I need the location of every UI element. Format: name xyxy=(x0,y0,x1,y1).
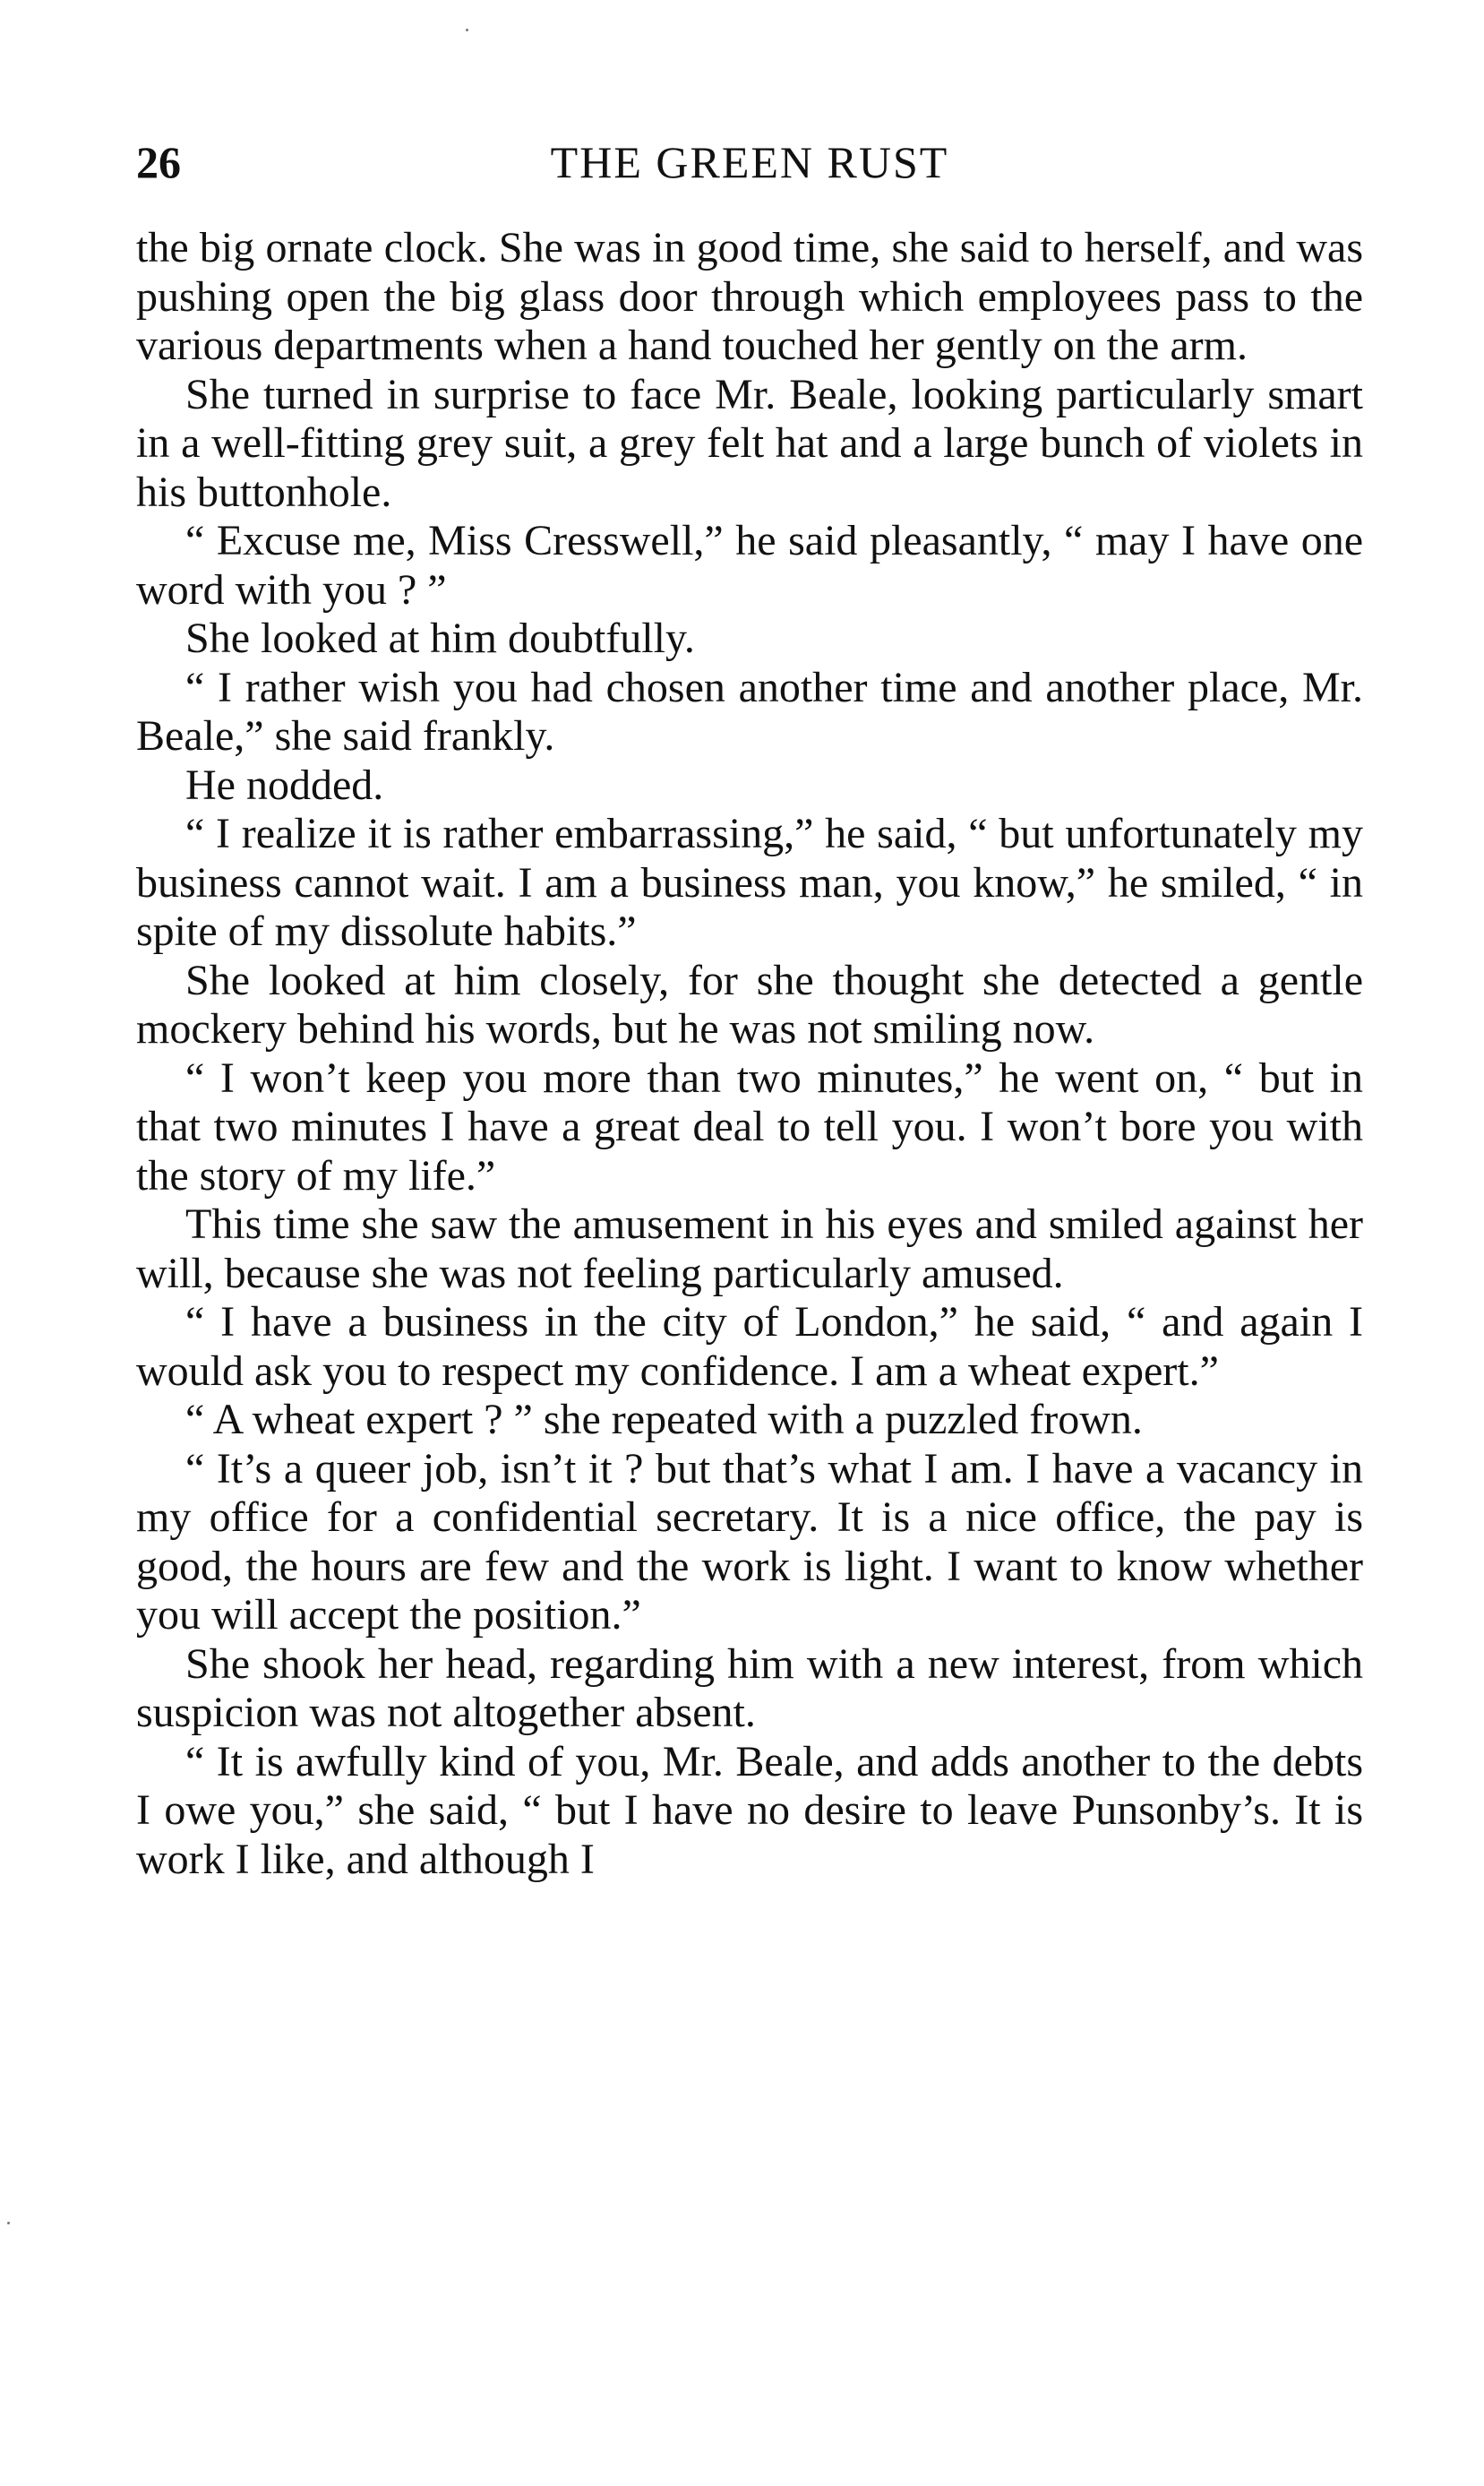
paragraph: She shook her head, regarding him with a new interest, from which suspicion was not altogether absent. xyxy=(136,1639,1363,1736)
running-title: THE GREEN RUST xyxy=(550,137,949,187)
paragraph: “ I have a business in the city of London,” he said, “ and again I would ask you to respect my confidence. I am a wheat expert.” xyxy=(136,1298,1363,1395)
paragraph: “ I won’t keep you more than two minutes,” he went on, “ but in that two minutes I have a great deal to tell you. I won’t bore you with the story of my life.” xyxy=(136,1054,1363,1200)
paragraph: She turned in surprise to face Mr. Beale, looking particularly smart in a well-fitting grey suit, a grey felt hat and a large bunch of violets in his buttonhole. xyxy=(136,370,1363,516)
paragraph: the big ornate clock. She was in good time, she said to herself, and was pushing open the big glass door through which employees pass to the various departments when a hand touched her gently on the arm. xyxy=(136,224,1363,369)
paragraph: “ I realize it is rather embarrassing,” he said, “ but unfortunately my business cannot wait. I am a business man, you know,” he smiled, “ in spite of my dissolute habits.” xyxy=(136,810,1363,955)
paragraph: “ Excuse me, Miss Cresswell,” he said pleasantly, “ may I have one word with you ? ” xyxy=(136,517,1363,614)
page-header xyxy=(136,131,1363,194)
paper-speck xyxy=(7,2222,10,2224)
paper-speck xyxy=(466,29,468,31)
paragraph: She looked at him closely, for she thought she detected a gentle mockery behind his words, but he was not smiling now. xyxy=(136,956,1363,1053)
paragraph: He nodded. xyxy=(185,761,384,809)
paragraph: She looked at him doubtfully. xyxy=(185,615,695,662)
paragraph: “ It’s a queer job, isn’t it ? but that’s what I am. I have a vacancy in my office for a confidential secretary. It is a nice office, the pay is good, the hours are few and the work is light. I want to know whether you will accept the position.” xyxy=(136,1444,1363,1639)
paragraph: “ It is awfully kind of you, Mr. Beale, and adds another to the debts I owe you,” she said, “ but I have no desire to leave Punsonby’s. It is work I like, and although I xyxy=(136,1737,1363,1883)
body-text xyxy=(136,224,1363,1884)
page-number: 26 xyxy=(136,137,181,187)
paragraph: This time she saw the amusement in his eyes and smiled against her will, because she was not feeling particularly amused. xyxy=(136,1200,1363,1297)
paragraph: “ A wheat expert ? ” she repeated with a puzzled frown. xyxy=(185,1396,1143,1443)
paragraph: “ I rather wish you had chosen another time and another place, Mr. Beale,” she said frankly. xyxy=(136,663,1363,760)
